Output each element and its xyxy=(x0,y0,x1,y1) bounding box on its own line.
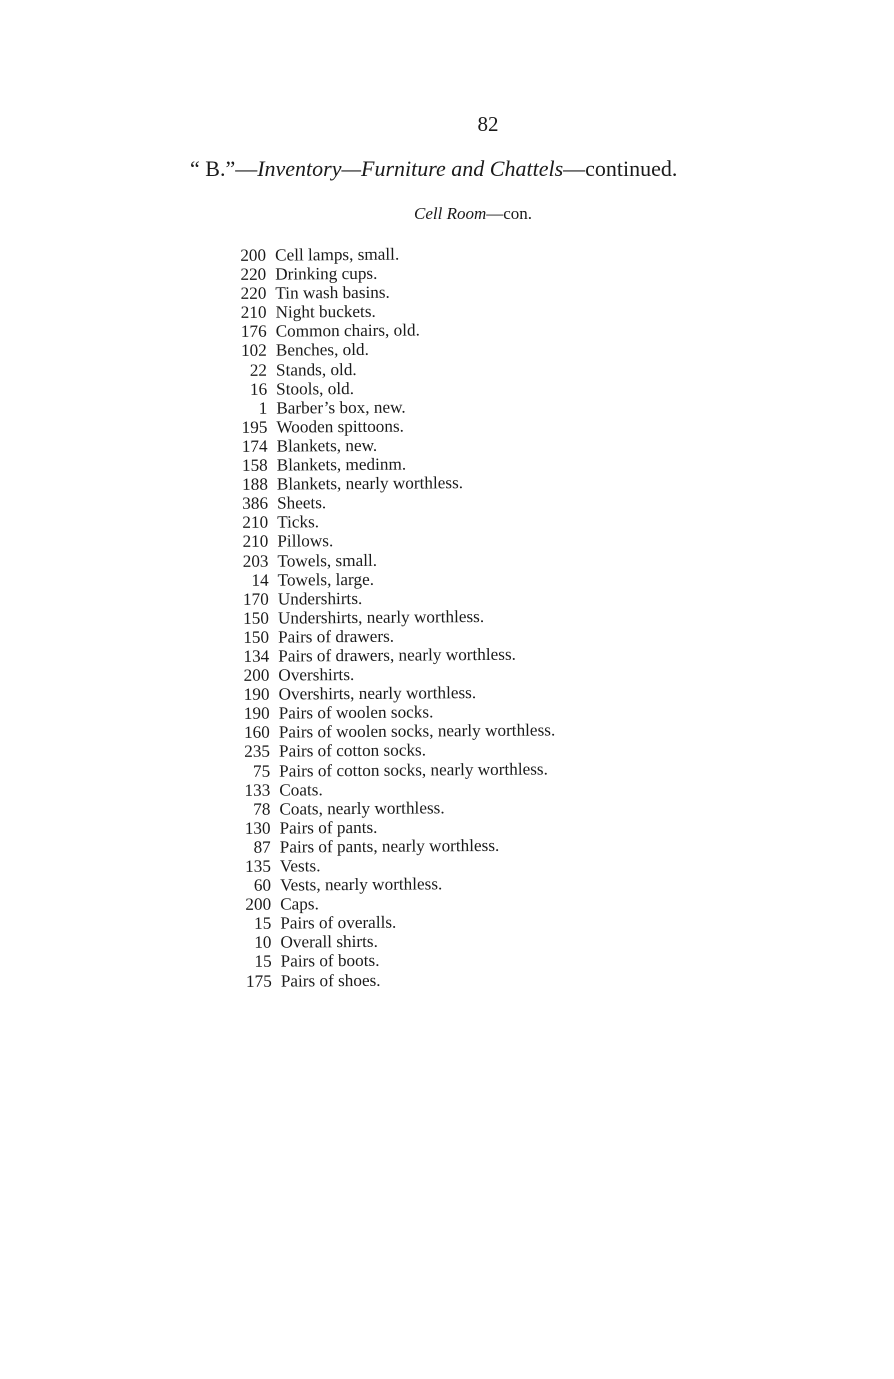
inventory-item xyxy=(231,854,557,876)
item-quantity: 188 xyxy=(242,474,268,495)
item-description: Blankets, nearly worthless. xyxy=(276,473,464,494)
item-description: Cell lamps, small. xyxy=(274,244,400,265)
item-description: Pairs of woolen socks. xyxy=(278,702,434,723)
inventory-item xyxy=(227,396,553,418)
inventory-item xyxy=(226,301,552,323)
item-description: Tin wash basins. xyxy=(275,282,390,303)
inventory-item xyxy=(228,511,554,533)
item-quantity: 15 xyxy=(254,952,272,972)
item-quantity: 175 xyxy=(245,971,272,991)
item-description: Stools, old. xyxy=(276,378,355,399)
inventory-item xyxy=(230,759,556,781)
inventory-item xyxy=(230,721,556,743)
subheading-title: Cell Room xyxy=(414,204,487,223)
item-quantity: 210 xyxy=(240,302,267,323)
inventory-item xyxy=(227,358,553,380)
inventory-item xyxy=(230,740,556,762)
item-quantity: 60 xyxy=(253,875,272,895)
inventory-item xyxy=(230,702,556,724)
item-description: Pairs of pants, nearly worthless. xyxy=(279,835,500,857)
inventory-item xyxy=(229,625,555,647)
item-quantity: 22 xyxy=(249,360,268,380)
item-quantity: 210 xyxy=(242,512,269,533)
inventory-item xyxy=(232,950,558,972)
item-quantity: 220 xyxy=(240,283,267,304)
item-description: Pairs of drawers, nearly worthless. xyxy=(278,644,516,666)
inventory-item xyxy=(227,415,553,437)
item-quantity: 200 xyxy=(245,894,272,915)
inventory-item xyxy=(229,644,555,666)
inventory-item xyxy=(228,549,554,571)
item-quantity: 220 xyxy=(240,264,267,284)
item-description: Drinking cups. xyxy=(275,263,378,284)
item-quantity: 195 xyxy=(241,417,268,437)
inventory-item xyxy=(229,606,555,628)
item-description: Pairs of woolen socks, nearly worthless. xyxy=(278,720,556,742)
item-description: Pairs of cotton socks. xyxy=(278,740,427,762)
item-description: Benches, old. xyxy=(275,340,369,361)
heading-title: Inventory—Furniture and Chattels xyxy=(257,156,564,181)
item-description: Overshirts, nearly worthless. xyxy=(278,683,477,704)
item-quantity: 160 xyxy=(243,723,270,743)
inventory-item xyxy=(230,778,556,800)
item-quantity: 15 xyxy=(254,913,272,934)
page-heading xyxy=(190,156,677,182)
inventory-item xyxy=(231,874,557,896)
item-description: Night buckets. xyxy=(275,302,376,322)
item-description: Caps. xyxy=(280,894,319,914)
inventory-item xyxy=(227,434,553,456)
item-quantity: 16 xyxy=(249,379,268,399)
inventory-item xyxy=(230,797,556,819)
item-quantity: 78 xyxy=(253,799,271,819)
item-quantity: 200 xyxy=(240,245,267,265)
item-description: Pillows. xyxy=(277,531,334,552)
item-quantity: 170 xyxy=(242,589,269,609)
item-quantity: 190 xyxy=(243,703,270,724)
inventory-item xyxy=(231,931,557,953)
item-quantity: 190 xyxy=(243,684,270,705)
item-quantity: 133 xyxy=(244,780,271,800)
inventory-item xyxy=(229,568,555,590)
item-description: Vests, nearly worthless. xyxy=(279,874,443,895)
heading-suffix: —continued. xyxy=(563,156,678,181)
inventory-item xyxy=(230,816,556,838)
inventory-item xyxy=(231,893,557,915)
inventory-item xyxy=(226,282,552,304)
item-description: Pairs of drawers. xyxy=(277,626,395,647)
item-description: Pairs of boots. xyxy=(280,951,380,972)
item-quantity: 134 xyxy=(243,646,270,666)
item-quantity: 14 xyxy=(251,570,269,590)
item-quantity: 210 xyxy=(242,532,269,552)
inventory-item xyxy=(231,912,557,934)
item-description: Coats, nearly worthless. xyxy=(279,798,445,819)
item-quantity: 130 xyxy=(244,818,271,838)
item-description: Vests. xyxy=(279,856,321,876)
inventory-item xyxy=(232,969,558,991)
item-quantity: 10 xyxy=(254,933,272,953)
item-quantity: 150 xyxy=(243,627,270,647)
item-description: Coats. xyxy=(279,779,323,800)
inventory-item xyxy=(227,320,553,342)
item-description: Barber’s box, new. xyxy=(276,397,406,418)
item-quantity: 1 xyxy=(258,398,268,418)
section-subheading xyxy=(414,203,532,225)
inventory-item xyxy=(228,492,554,514)
item-description: Overshirts. xyxy=(278,665,355,685)
item-quantity: 203 xyxy=(242,551,269,571)
item-description: Undershirts. xyxy=(277,588,363,609)
item-description: Overall shirts. xyxy=(280,932,378,952)
inventory-item xyxy=(228,473,554,495)
item-description: Blankets, new. xyxy=(276,435,378,456)
inventory-list xyxy=(226,243,557,990)
item-quantity: 150 xyxy=(243,608,269,628)
heading-prefix: “ B.”— xyxy=(190,156,258,181)
item-description: Pairs of cotton socks, nearly worthless. xyxy=(279,759,548,781)
item-description: Wooden spittoons. xyxy=(276,416,405,437)
subheading-suffix: —con. xyxy=(486,204,533,223)
item-quantity: 158 xyxy=(241,455,268,475)
item-description: Ticks. xyxy=(277,512,320,532)
item-quantity: 386 xyxy=(242,493,269,514)
inventory-item xyxy=(228,530,554,552)
item-description: Sheets. xyxy=(276,493,327,513)
item-description: Pairs of shoes. xyxy=(280,970,381,991)
item-description: Stands, old. xyxy=(275,359,357,380)
item-description: Pairs of pants. xyxy=(279,817,378,838)
item-quantity: 235 xyxy=(244,742,271,762)
inventory-item xyxy=(228,453,554,475)
item-description: Towels, small. xyxy=(277,550,378,571)
inventory-item xyxy=(231,835,557,857)
item-quantity: 200 xyxy=(243,665,270,685)
item-quantity: 75 xyxy=(252,761,271,781)
item-quantity: 176 xyxy=(240,322,267,342)
item-quantity: 87 xyxy=(253,837,271,857)
inventory-item xyxy=(229,683,555,705)
inventory-item xyxy=(226,243,552,265)
inventory-item xyxy=(229,587,555,609)
page-number: 82 xyxy=(477,112,499,136)
inventory-item xyxy=(226,263,552,285)
item-description: Blankets, medinm. xyxy=(276,454,407,475)
inventory-item xyxy=(229,663,555,685)
item-quantity: 135 xyxy=(245,856,271,876)
inventory-item xyxy=(227,339,553,361)
item-description: Towels, large. xyxy=(277,569,375,590)
item-quantity: 174 xyxy=(241,436,268,456)
item-description: Undershirts, nearly worthless. xyxy=(277,606,485,628)
inventory-item xyxy=(227,377,553,399)
item-description: Pairs of overalls. xyxy=(280,912,397,933)
item-description: Common chairs, old. xyxy=(275,320,420,341)
item-quantity: 102 xyxy=(240,341,267,361)
